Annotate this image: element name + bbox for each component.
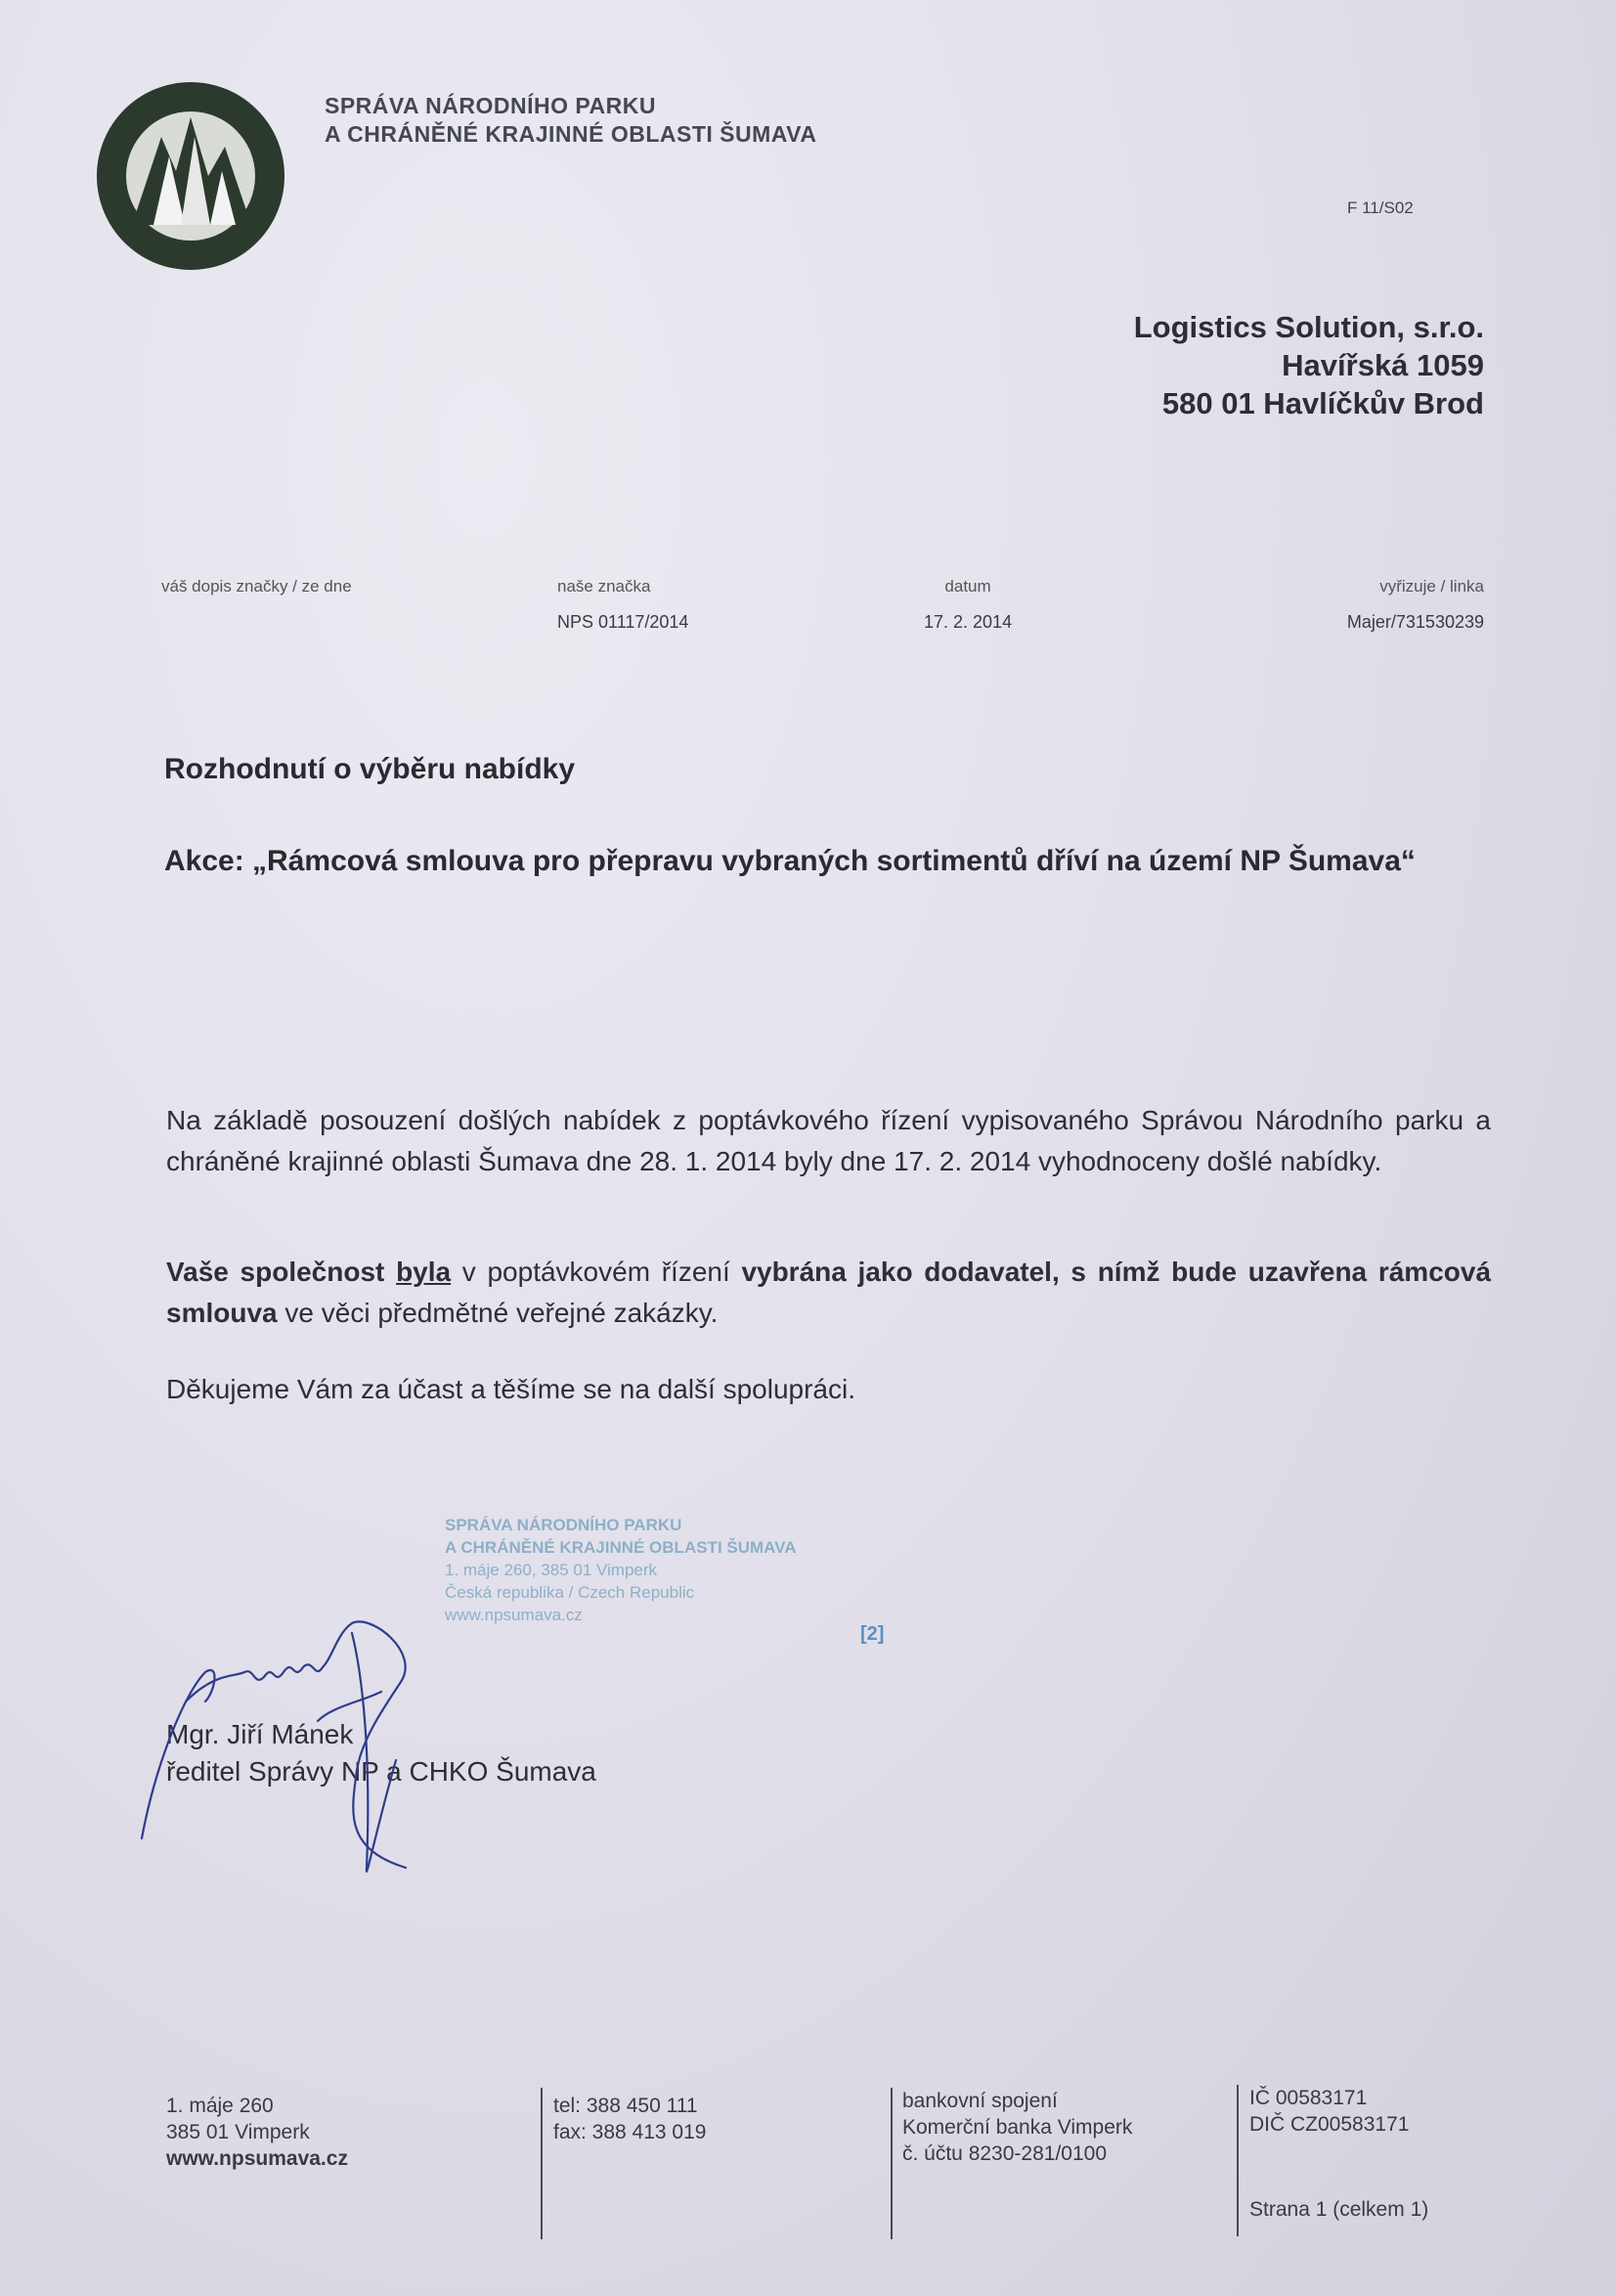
- action-title: Akce: „Rámcová smlouva pro přepravu vybraných sortimentů dříví na území NP Šumava“: [164, 845, 1416, 877]
- date-value: 17. 2. 2014: [924, 612, 1013, 632]
- footer-contact: [553, 2093, 706, 2145]
- para2-company: Vaše společnost: [166, 1257, 385, 1287]
- footer-fax: fax: 388 413 019: [553, 2121, 707, 2143]
- footer-web: www.npsumava.cz: [166, 2147, 348, 2170]
- paragraph-3: Děkujeme Vám za účast a těšíme se na další spolupráci.: [166, 1374, 856, 1404]
- our-ref-value: NPS 01117/2014: [557, 612, 689, 632]
- footer-tel: tel: 388 450 111: [553, 2095, 698, 2117]
- signature: [127, 1613, 499, 1887]
- footer-bank: [902, 2088, 1132, 2167]
- footer-divider: [891, 2088, 893, 2239]
- footer-address: [166, 2093, 348, 2172]
- para2-byla: byla: [396, 1257, 452, 1287]
- our-ref-column: [557, 577, 688, 633]
- handler-column: [1347, 577, 1484, 633]
- footer-ic: IČ 00583171: [1249, 2087, 1368, 2109]
- handler-value: Majer/731530239: [1346, 612, 1484, 632]
- document-title: Rozhodnutí o výběru nabídky: [164, 753, 576, 785]
- footer-divider: [541, 2088, 543, 2239]
- footer-account: č. účtu 8230-281/0100: [902, 2142, 1107, 2165]
- para2-selected: vybrána jako dodavatel, s nímž bude uzavřena rámcová smlouva: [166, 1257, 1492, 1328]
- your-letter-label: váš dopis značky / ze dne: [161, 577, 352, 596]
- your-letter-column: [161, 577, 352, 596]
- stamp-number: [2]: [860, 1623, 885, 1645]
- footer-bank-name: Komerční banka Vimperk: [902, 2116, 1133, 2139]
- logo: [93, 78, 288, 274]
- date-column: [924, 577, 1012, 633]
- recipient-street: Havířská 1059: [1282, 348, 1484, 382]
- page-number: Strana 1 (celkem 1): [1249, 2198, 1429, 2221]
- stamp-line-5: www.npsumava.cz: [445, 1606, 583, 1624]
- footer-address-2: 385 01 Vimperk: [166, 2121, 310, 2143]
- org-line-1: SPRÁVA NÁRODNÍHO PARKU: [325, 93, 656, 118]
- recipient-address: [1134, 308, 1484, 422]
- form-code: F 11/S02: [1347, 199, 1414, 217]
- stamp-line-1: SPRÁVA NÁRODNÍHO PARKU: [445, 1516, 682, 1534]
- footer-divider: [1237, 2085, 1239, 2236]
- stamp-line-2: A CHRÁNĚNÉ KRAJINNÉ OBLASTI ŠUMAVA: [445, 1538, 797, 1557]
- footer-bank-label: bankovní spojení: [902, 2090, 1058, 2112]
- official-stamp: [445, 1514, 797, 1626]
- signer-name: Mgr. Jiří Mánek: [166, 1719, 354, 1749]
- recipient-city: 580 01 Havlíčkův Brod: [1161, 386, 1484, 420]
- para2-text: v poptávkovém řízení: [451, 1257, 742, 1287]
- recipient-company: Logistics Solution, s.r.o.: [1133, 310, 1484, 344]
- our-ref-label: naše značka: [557, 577, 651, 596]
- footer-dic: DIČ CZ00583171: [1249, 2113, 1410, 2136]
- paragraph-2: [166, 1252, 1491, 1334]
- handler-label: vyřizuje / linka: [1379, 577, 1484, 596]
- stamp-line-4: Česká republika / Czech Republic: [445, 1583, 695, 1602]
- para2-end: ve věci předmětné veřejné zakázky.: [277, 1298, 719, 1328]
- stamp-line-3: 1. máje 260, 385 01 Vimperk: [445, 1561, 658, 1579]
- date-label: datum: [944, 577, 991, 596]
- footer-address-1: 1. máje 260: [166, 2095, 274, 2117]
- org-line-2: A CHRÁNĚNÉ KRAJINNÉ OBLASTI ŠUMAVA: [325, 121, 817, 147]
- footer-ids: [1249, 2085, 1409, 2138]
- paragraph-1: Na základě posouzení došlých nabídek z poptávkového řízení vypisovaného Správou Národního parku a chráněné krajinné oblasti Šumava dne 28. 1. 2014 byly dne 17. 2. 2014 vyhodnoceny došlé nabídky.: [166, 1105, 1491, 1176]
- organization-name: [325, 92, 816, 149]
- signer-role: ředitel Správy NP a CHKO Šumava: [166, 1756, 596, 1787]
